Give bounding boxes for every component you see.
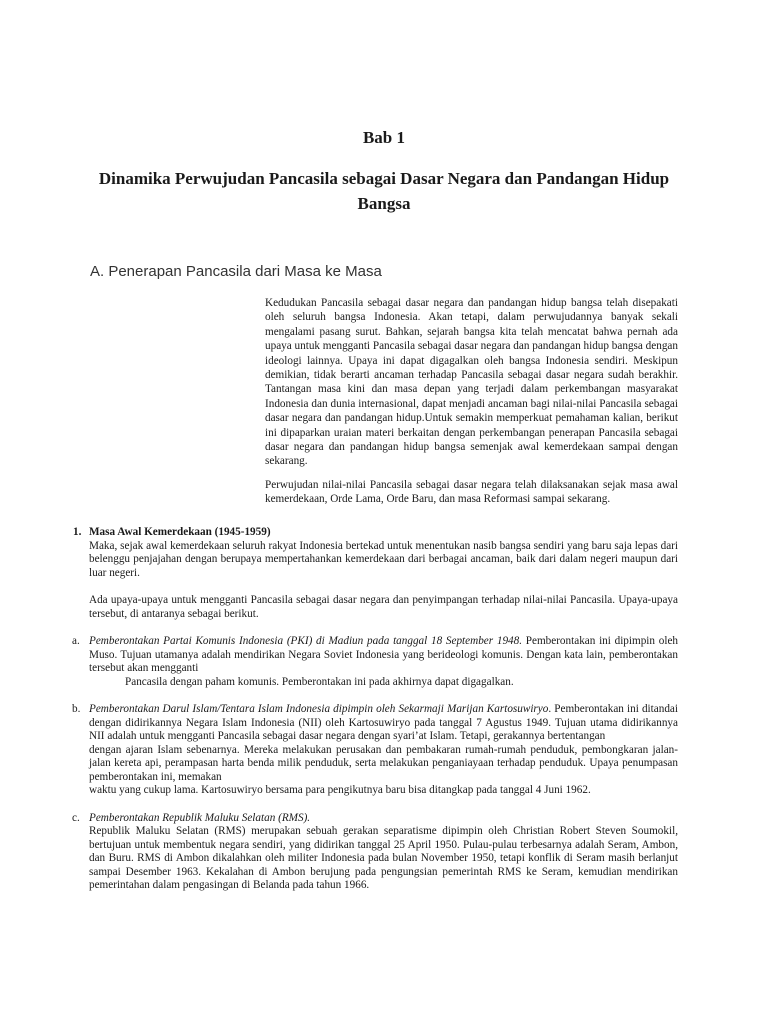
subsection-heading bbox=[73, 526, 678, 540]
list-item-a bbox=[72, 635, 678, 689]
subsection-number: 1. bbox=[73, 526, 82, 538]
intro-paragraph-1: Kedudukan Pancasila sebagai dasar negara dan pandangan hidup bangsa telah disepakati oleh seluruh bangsa Indonesia. Akan tetapi, dalam perwujudannya banyak sekali mengalami pasang surut. Bahkan, sejarah bangsa kita telah mencatat bahwa pernah ada upaya untuk mengganti Pancasila sebagai dasar negara dan pandangan hidup bangsa dengan ideologi lainnya. Upaya ini dapat digagalkan oleh bangsa Indonesia sendiri. Meskipun demikian, tidak berarti ancaman terhadap Pancasila sebagai dasar negara sudah berakhir. Tantangan masa kini dan masa depan yang terjadi dalam perkembangan masyarakat Indonesia dan dunia internasional, dapat menjadi ancaman bagi nilai-nilai Pancasila sebagai dasar negara dan pandangan hidup.Untuk semakin memperkuat pemahaman kalian, berikut ini dipaparkan uraian materi berkaitan dengan perkembangan penerapan Pancasila sebagai dasar negara dan pandangan hidup bangsa semenjak awal kemerdekaan sampai dengan sekarang. bbox=[265, 297, 678, 468]
chapter-title: Dinamika Perwujudan Pancasila sebagai Dasar Negara dan Pandangan Hidup Bangsa bbox=[98, 169, 670, 213]
main-content bbox=[72, 526, 679, 893]
item-title: Pemberontakan Partai Komunis Indonesia (PKI) di Madiun pada tanggal 18 September 1948. bbox=[89, 635, 523, 647]
item-text-continued: Pancasila dengan paham komunis. Pemberontakan ini pada akhirnya dapat digagalkan. bbox=[125, 675, 514, 688]
list-item-c bbox=[72, 811, 678, 893]
list-marker: b. bbox=[72, 703, 81, 715]
item-title: Pemberontakan Republik Maluku Selatan (RMS). bbox=[89, 811, 311, 824]
subsection-paragraph-2: Ada upaya-upaya untuk mengganti Pancasila sebagai dasar negara dan penyimpangan terhadap nilai-nilai Pancasila. Upaya-upaya tersebut, di antaranya sebagai berikut. bbox=[89, 594, 678, 620]
item-text: . Pemberontakan ini ditandai dengan didirikannya Negara Islam Indonesia (NII) oleh Kartosuwiryo pada tanggal 7 Agustus 1949. Tujuan utama didirikannya NII adalah untuk mengganti Pancasila sebagai dasar negara dengan syari’at Islam. Tetapi, gerakannya bertentangan bbox=[89, 703, 679, 742]
item-text: Pemberontakan ini dipimpin oleh Muso. Tujuan utamanya adalah mendirikan Negara Soviet Indonesia yang berideologi komunis. Dengan kata lain, pemberontakan tersebut akan mengganti bbox=[89, 635, 678, 674]
item-title: Pemberontakan Darul Islam/Tentara Islam Indonesia dipimpin oleh Sekarmaji Marijan Kartosuwiryo bbox=[89, 703, 549, 715]
item-text-continued: dengan ajaran Islam sebenarnya. Mereka melakukan perusakan dan pembakaran rumah-rumah penduduk, pembongkaran jalan-jalan kereta api, perampasan harta benda milik penduduk, serta melakukan penganiayaan terhadap penduduk. Upaya penumpasan pemberontakan ini, memakan bbox=[89, 743, 678, 783]
intro-block bbox=[265, 296, 678, 516]
intro-paragraph-2: Perwujudan nilai-nilai Pancasila sebagai dasar negara telah dilaksanakan sejak masa awal kemerdekaan, Orde Lama, Orde Baru, dan masa Reformasi sampai sekarang. bbox=[265, 478, 678, 506]
chapter-label: Bab 1 bbox=[362, 128, 406, 147]
list-item-b bbox=[72, 703, 679, 798]
subsection-paragraph-1: Maka, sejak awal kemerdekaan seluruh rakyat Indonesia bertekad untuk menentukan nasib bangsa sendiri yang baru saja lepas dari belenggu penjajahan dengan berupaya mempertahankan kemerdekaan dari berbagai ancaman, baik dari dalam negeri maupun dari luar negeri. bbox=[89, 539, 678, 579]
subsection-title: Masa Awal Kemerdekaan (1945-1959) bbox=[89, 526, 271, 538]
item-text-continued: waktu yang cukup lama. Kartosuwiryo bersama para pengikutnya baru bisa ditangkap pada tanggal 4 Juni 1962. bbox=[89, 784, 591, 796]
list-marker: a. bbox=[72, 635, 80, 647]
item-text: Republik Maluku Selatan (RMS) merupakan sebuah gerakan separatisme dipimpin oleh Christian Robert Steven Soumokil, bertujuan untuk membentuk negara sendiri, yang didirikan tanggal 25 April 1950. Pulau-pulau terbesarnya adalah Seram, Ambon, dan Buru. RMS di Ambon dikalahkan oleh militer Indonesia pada bulan November 1950, tetapi konflik di Seram masih berlanjut sampai Desember 1963. Kekalahan di Ambon berujung pada pengungsian pemerintah RMS ke Seram, kemudian mendirikan pemerintahan dalam pengasingan di Belanda pada tahun 1966. bbox=[89, 825, 678, 891]
section-heading: A. Penerapan Pancasila dari Masa ke Masa bbox=[90, 263, 382, 280]
list-marker: c. bbox=[72, 811, 80, 824]
